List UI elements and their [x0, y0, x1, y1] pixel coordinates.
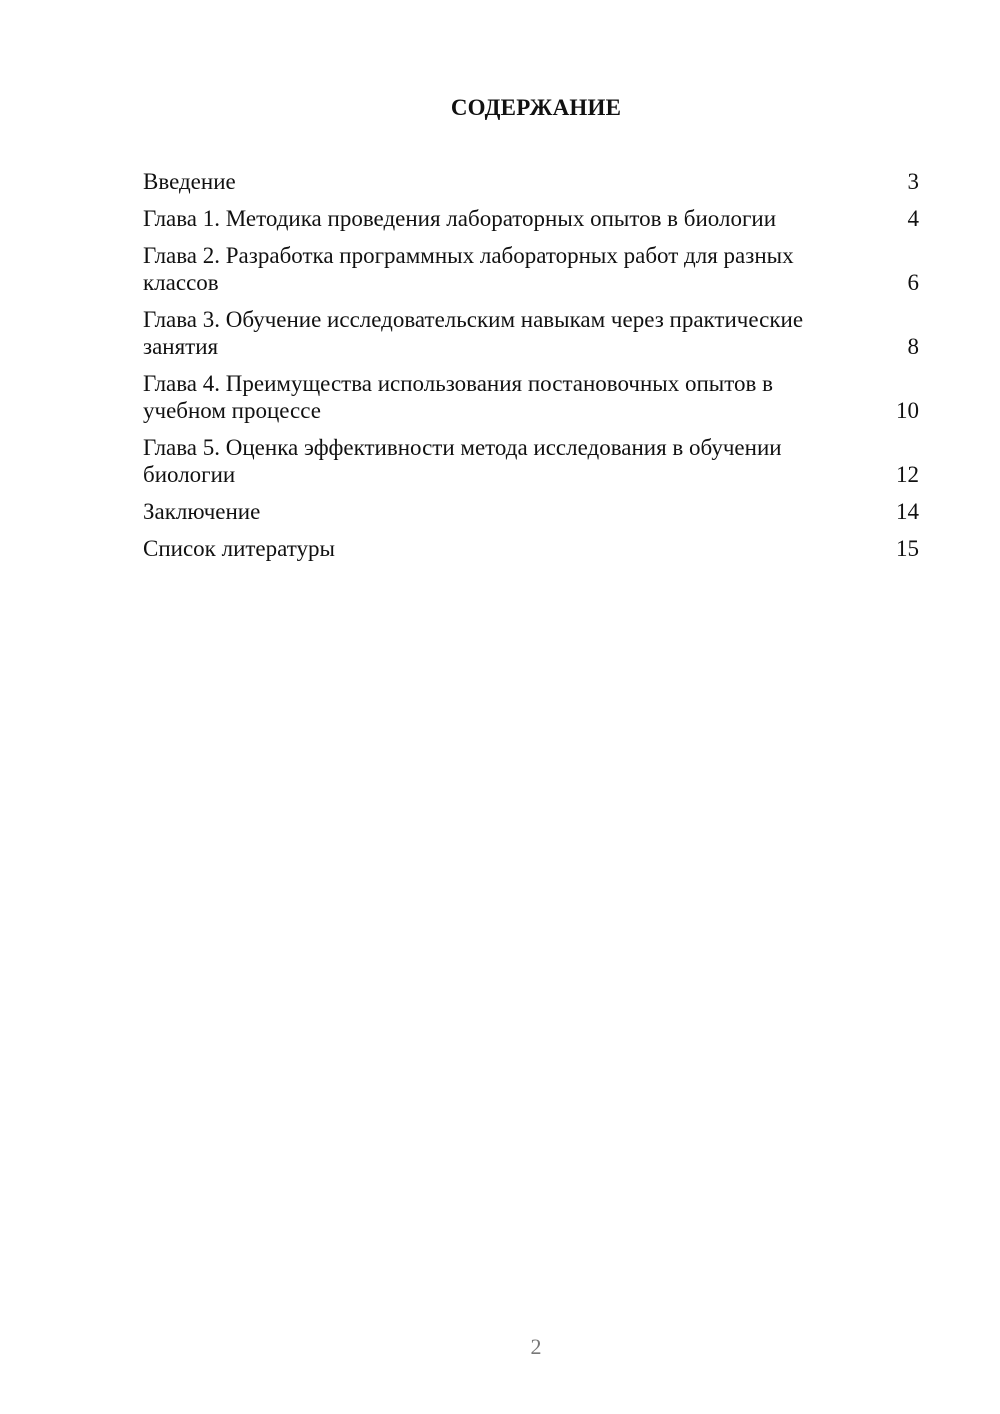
toc-entry-introduction[interactable]: [143, 168, 919, 195]
toc-entry-chapter-4[interactable]: [143, 370, 919, 424]
toc-entry-text: Введение: [143, 169, 236, 194]
toc-entry-text: Глава 5. Оценка эффективности метода исследования в обучении биологии: [143, 435, 782, 487]
toc-entry-text: Глава 2. Разработка программных лабораторных работ для разных классов: [143, 243, 794, 295]
toc-entry-text: Глава 3. Обучение исследовательским навыкам через практические занятия: [143, 307, 804, 359]
toc-entry-conclusion[interactable]: [143, 498, 919, 525]
table-of-contents: [143, 168, 919, 572]
toc-entry-page: 10: [896, 398, 919, 423]
toc-entry-text: Глава 4. Преимущества использования постановочных опытов в учебном процессе: [143, 371, 773, 423]
toc-entry-text: Заключение: [143, 499, 261, 524]
toc-entry-chapter-5[interactable]: [143, 434, 919, 488]
toc-entry-chapter-3[interactable]: [143, 306, 919, 360]
toc-entry-text: Список литературы: [143, 536, 335, 561]
toc-entry-chapter-2[interactable]: [143, 242, 919, 296]
toc-entry-page: 12: [896, 462, 919, 487]
page-number: 2: [530, 1334, 542, 1359]
toc-entry-page: 8: [907, 334, 919, 359]
toc-entry-references[interactable]: [143, 535, 919, 562]
toc-entry-page: 4: [907, 206, 919, 231]
toc-entry-page: 3: [907, 169, 919, 194]
toc-entry-page: 14: [896, 499, 919, 524]
toc-entry-text: Глава 1. Методика проведения лабораторных опытов в биологии: [143, 206, 777, 231]
page-title: СОДЕРЖАНИЕ: [450, 95, 622, 120]
toc-entry-page: 15: [896, 536, 919, 561]
toc-entry-chapter-1[interactable]: [143, 205, 919, 232]
toc-entry-page: 6: [907, 270, 919, 295]
